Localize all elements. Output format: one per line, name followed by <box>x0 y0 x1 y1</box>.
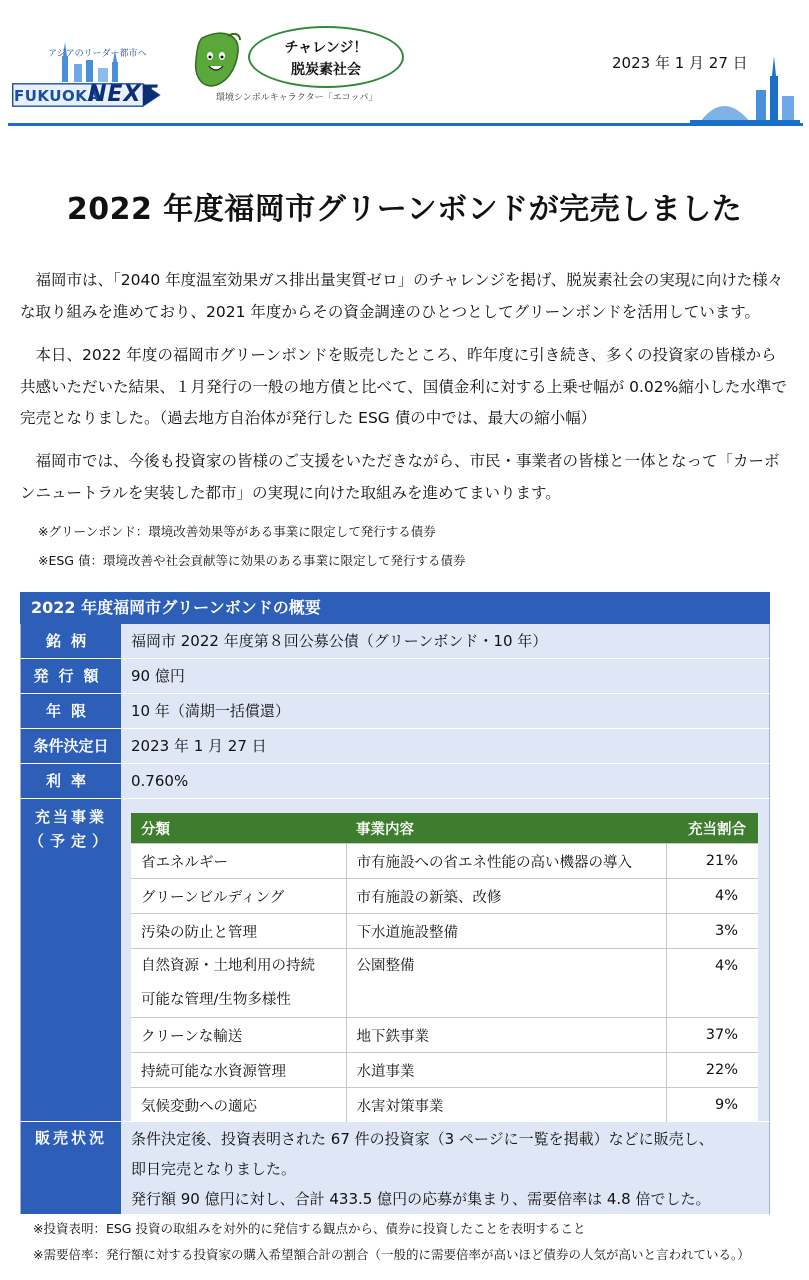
sales-line-3: 発行額 90 億円に対し、合計 433.5 億円の応募が集まり、需要倍率は 4.8 倍でした。 <box>131 1190 711 1208</box>
cell-content: 水害対策事業 <box>346 1088 666 1123</box>
cell-share: 22% <box>666 1053 758 1088</box>
note-esg-bond: ※ESG 債：環境改善や社会貢献等に効果のある事業に限定して発行する債券 <box>38 553 466 568</box>
cell-category: 気候変動への適応 <box>131 1088 346 1123</box>
cell-content: 下水道施設整備 <box>346 914 666 949</box>
overview-row-name <box>20 624 770 659</box>
overview-row-amount <box>20 659 770 694</box>
column-header-content: 事業内容 <box>346 813 666 844</box>
overview-row-projects <box>20 799 770 1122</box>
row-label: 発行額 <box>21 659 121 693</box>
row-value: 90 億円 <box>121 659 769 693</box>
bubble-line-1: チャレンジ！ <box>284 40 368 56</box>
row-label: 利率 <box>21 764 121 798</box>
city-skyline-icon <box>690 56 800 124</box>
logo-word-fukuoka: FUKUOKA <box>14 87 100 105</box>
cell-category-line-2: 可能な管理/生物多様性 <box>141 992 291 1008</box>
row-label: 年限 <box>21 694 121 728</box>
table-row <box>131 1088 758 1123</box>
row-label: 販売状況 <box>21 1122 121 1214</box>
cell-share: 3% <box>666 914 758 949</box>
cell-category-line-1: 自然資源・土地利用の持続 <box>141 958 315 974</box>
sales-line-1: 条件決定後、投資表明された 67 件の投資家（3 ページに一覧を掲載）などに販売し、 <box>131 1130 714 1148</box>
logo-tagline: アジアのリーダー都市へ <box>48 49 147 59</box>
table-row <box>131 1018 758 1053</box>
cell-category: 持続可能な水資源管理 <box>131 1053 346 1088</box>
cell-content: 水道事業 <box>346 1053 666 1088</box>
cell-category: 省エネルギー <box>131 844 346 879</box>
paragraph-future: 福岡市では、今後も投資家の皆様のご支援をいただきながら、市民・事業者の皆様と一体となって「カーボンニュートラルを実装した都市」の実現に向けた取組みを進めてまいります。 <box>20 452 780 502</box>
overview-row-pricing-date <box>20 729 770 764</box>
row-label <box>21 799 121 1121</box>
overview-row-term <box>20 694 770 729</box>
paragraph-result: 本日、2022 年度の福岡市グリーンボンドを販売したところ、昨年度に引き続き、多くの投資家の皆様から共感いただいた結果、１月発行の一般の地方債と比べて、国債金利に対する上乗せ幅が 0.02%縮小した水準で完売となりました。（過去地方自治体が発行した ESG 債の中では、最大の縮小幅） <box>20 346 787 427</box>
header-divider <box>8 123 803 126</box>
cell-content: 公園整備 <box>346 949 666 1018</box>
overview-row-coupon <box>20 764 770 799</box>
projects-label: 充当事業 <box>34 808 107 826</box>
footnote-demand-ratio: ※需要倍率：発行額に対する投資家の購入希望額合計の割合（一般的に需要倍率が高いほど債券の人気が高いと言われている。） <box>33 1247 750 1262</box>
projects-label-planned: （予定） <box>28 832 113 850</box>
paragraph-intro: 福岡市は、「2040 年度温室効果ガス排出量実質ゼロ」のチャレンジを掲げ、脱炭素社会の実現に向けた様々な取り組みを進めており、2021 年度からその資金調達のひとつとしてグリーンボンドを活用しています。 <box>20 271 784 321</box>
cell-content: 市有施設の新築、改修 <box>346 879 666 914</box>
cell-category <box>131 949 346 1018</box>
row-value: 0.760% <box>121 764 769 798</box>
row-value: 2023 年 1 月 27 日 <box>121 729 769 763</box>
sales-line-2: 即日完売となりました。 <box>131 1160 297 1178</box>
projects-header-row <box>131 813 758 844</box>
column-header-category: 分類 <box>131 813 346 844</box>
ecoppa-mascot-icon <box>192 30 242 90</box>
row-value: 福岡市 2022 年度第８回公募公債（グリーンボンド・10 年） <box>121 624 769 658</box>
row-value <box>121 799 769 1121</box>
mascot-caption: 環境シンボルキャラクター「エコッパ」 <box>216 93 378 103</box>
cell-content: 市有施設への省エネ性能の高い機器の導入 <box>346 844 666 879</box>
cell-share: 4% <box>666 949 758 1018</box>
cell-content: 地下鉄事業 <box>346 1018 666 1053</box>
overview-table <box>20 592 770 1215</box>
cell-category: 汚染の防止と管理 <box>131 914 346 949</box>
overview-row-sales <box>20 1122 770 1215</box>
cell-share: 9% <box>666 1088 758 1123</box>
page-header <box>0 0 809 132</box>
column-header-share: 充当割合 <box>666 813 758 844</box>
cell-share: 21% <box>666 844 758 879</box>
cell-category: グリーンビルディング <box>131 879 346 914</box>
table-row <box>131 1053 758 1088</box>
cell-share: 4% <box>666 879 758 914</box>
row-label: 銘柄 <box>21 624 121 658</box>
bubble-line-2: 脱炭素社会 <box>291 62 361 78</box>
speech-bubble <box>248 26 404 88</box>
table-row <box>131 844 758 879</box>
row-label: 条件決定日 <box>21 729 121 763</box>
table-row <box>131 914 758 949</box>
table-row <box>131 949 758 1018</box>
fukuoka-next-logo <box>8 40 178 120</box>
logo-word-next: NEXT <box>88 82 158 107</box>
document-date: 2023 年 1 月 27 日 <box>612 54 748 72</box>
projects-table <box>131 813 758 1122</box>
row-value <box>121 1122 769 1214</box>
cell-category: クリーンな輸送 <box>131 1018 346 1053</box>
note-green-bond: ※グリーンボンド：環境改善効果等がある事業に限定して発行する債券 <box>38 524 436 539</box>
table-row <box>131 879 758 914</box>
row-value: 10 年（満期一括償還） <box>121 694 769 728</box>
footnote-investment-statement: ※投資表明：ESG 投資の取組みを対外的に発信する観点から、債券に投資したことを表明すること <box>33 1221 586 1236</box>
cell-share: 37% <box>666 1018 758 1053</box>
overview-heading: 2022 年度福岡市グリーンボンドの概要 <box>20 592 770 624</box>
page-title: 2022 年度福岡市グリーンボンドが完売しました <box>66 192 743 227</box>
